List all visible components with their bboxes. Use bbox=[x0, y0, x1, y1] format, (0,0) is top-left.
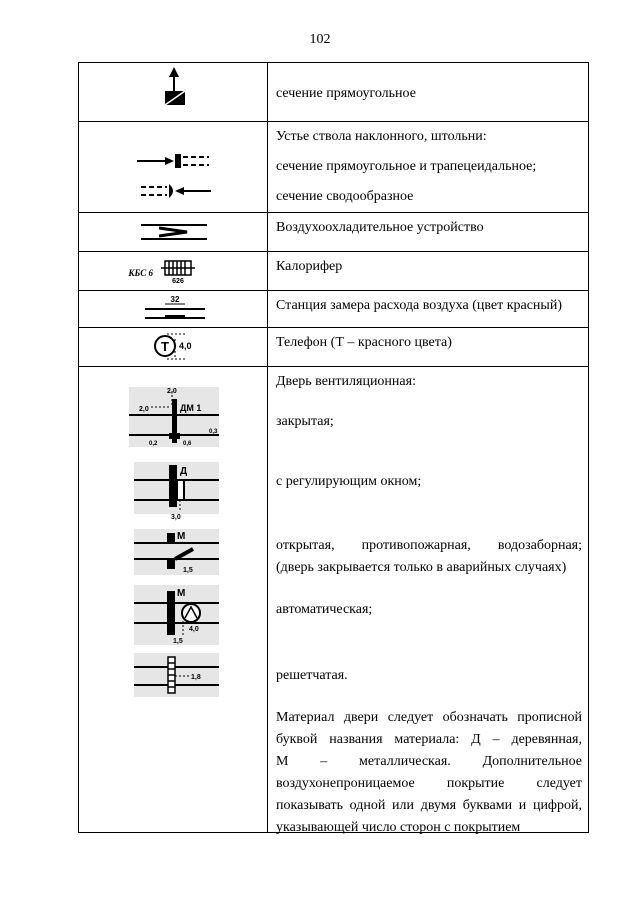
legend-table bbox=[78, 62, 589, 833]
row-title: Дверь вентиляционная: bbox=[276, 374, 416, 389]
inclined-shaft-symbol bbox=[79, 122, 267, 212]
table-row bbox=[79, 63, 589, 122]
heater-symbol bbox=[79, 252, 267, 290]
telephone-value: 4,0 bbox=[179, 341, 192, 351]
telephone-symbol bbox=[79, 328, 267, 366]
rectangular-section-symbol bbox=[79, 63, 267, 121]
door-dim-left: 2,0 bbox=[139, 406, 149, 413]
grated-door-symbol bbox=[134, 653, 219, 697]
symbol-cell bbox=[79, 252, 268, 291]
door-code: ДМ 1 bbox=[180, 403, 202, 413]
door-dim-value: 1,5 bbox=[183, 567, 193, 574]
symbol-cell bbox=[79, 63, 268, 122]
note-line: показывать одной или двумя буквами и цифрой, bbox=[276, 798, 582, 813]
note-line: М – металлическая. Дополнительное bbox=[276, 754, 582, 769]
door-open-word: водозаборная; bbox=[497, 538, 582, 553]
telephone-letter: Т bbox=[161, 339, 169, 354]
description-cell bbox=[268, 252, 589, 291]
door-open-word: открытая, bbox=[276, 538, 335, 553]
table-row bbox=[79, 122, 589, 213]
door-dim-right: 0,3 bbox=[209, 429, 218, 435]
heater-sub-label: 626 bbox=[172, 278, 184, 285]
open-door-symbol bbox=[134, 529, 219, 575]
description-cell bbox=[268, 328, 589, 367]
material-note bbox=[276, 707, 582, 839]
table-row bbox=[79, 291, 589, 328]
item-text: сечение прямоугольное и трапецеидальное; bbox=[276, 159, 537, 174]
description-text: Телефон (Т – красного цвета) bbox=[276, 335, 452, 350]
door-open-word: противопожарная, bbox=[361, 538, 471, 553]
door-dim-bottom: 3,0 bbox=[171, 514, 181, 521]
heater-code-label: КБС 6 bbox=[128, 268, 153, 278]
symbol-cell bbox=[79, 291, 268, 328]
note-line: буквой названия материала: Д – деревянная, bbox=[276, 732, 582, 747]
closed-door-symbol bbox=[129, 387, 219, 447]
door-code: М bbox=[177, 588, 186, 599]
air-measuring-station-symbol bbox=[79, 291, 267, 327]
regulating-window-door-symbol bbox=[134, 462, 219, 521]
symbol-cell bbox=[79, 122, 268, 213]
door-open-note: (дверь закрывается только в аварийных случаях) bbox=[276, 560, 567, 575]
note-line: воздухонепроницаемое покрытие следует bbox=[276, 776, 582, 791]
door-closed-text: закрытая; bbox=[276, 414, 334, 429]
door-code: Д bbox=[180, 466, 188, 477]
symbol-cell bbox=[79, 367, 268, 833]
automatic-door-symbol bbox=[134, 585, 219, 645]
ventilation-doors-symbols bbox=[79, 367, 267, 832]
symbol-cell bbox=[79, 328, 268, 367]
description-cell bbox=[268, 291, 589, 328]
door-dim-b2: 0,6 bbox=[183, 441, 192, 447]
description-text: сечение прямоугольное bbox=[276, 86, 416, 101]
door-regulating-text: с регулирующим окном; bbox=[276, 474, 422, 489]
description-cell bbox=[268, 213, 589, 252]
door-code: М bbox=[177, 531, 186, 542]
table-row bbox=[79, 367, 589, 833]
table-row bbox=[79, 213, 589, 252]
table-row bbox=[79, 328, 589, 367]
description-text: Воздухоохладительное устройство bbox=[276, 220, 484, 235]
description-text: Калорифер bbox=[276, 259, 343, 274]
description-cell bbox=[268, 367, 589, 833]
door-dim-b1: 0,2 bbox=[149, 441, 158, 447]
item-text: сечение сводообразное bbox=[276, 189, 414, 204]
door-automatic-text: автоматическая; bbox=[276, 602, 373, 617]
table-row bbox=[79, 252, 589, 291]
door-open-text-line bbox=[276, 535, 582, 557]
note-line: указывающей число сторон с покрытием bbox=[276, 820, 521, 835]
note-line: Материал двери следует обозначать прописной bbox=[276, 710, 582, 725]
station-number-label: 32 bbox=[170, 295, 180, 304]
description-cell bbox=[268, 122, 589, 213]
door-dim-top: 2,0 bbox=[167, 388, 177, 395]
door-dim-value: 1,8 bbox=[191, 674, 201, 681]
row-title: Устье ствола наклонного, штольни: bbox=[276, 129, 487, 144]
door-grated-text: решетчатая. bbox=[276, 668, 348, 683]
air-cooler-symbol bbox=[79, 213, 267, 251]
door-dim-bottom: 1,5 bbox=[173, 638, 183, 645]
page-number: 102 bbox=[309, 32, 331, 47]
symbol-cell bbox=[79, 213, 268, 252]
description-cell bbox=[268, 63, 589, 122]
door-dim-value: 4,0 bbox=[189, 626, 199, 633]
description-text: Станция замера расхода воздуха (цвет красный) bbox=[276, 298, 562, 313]
